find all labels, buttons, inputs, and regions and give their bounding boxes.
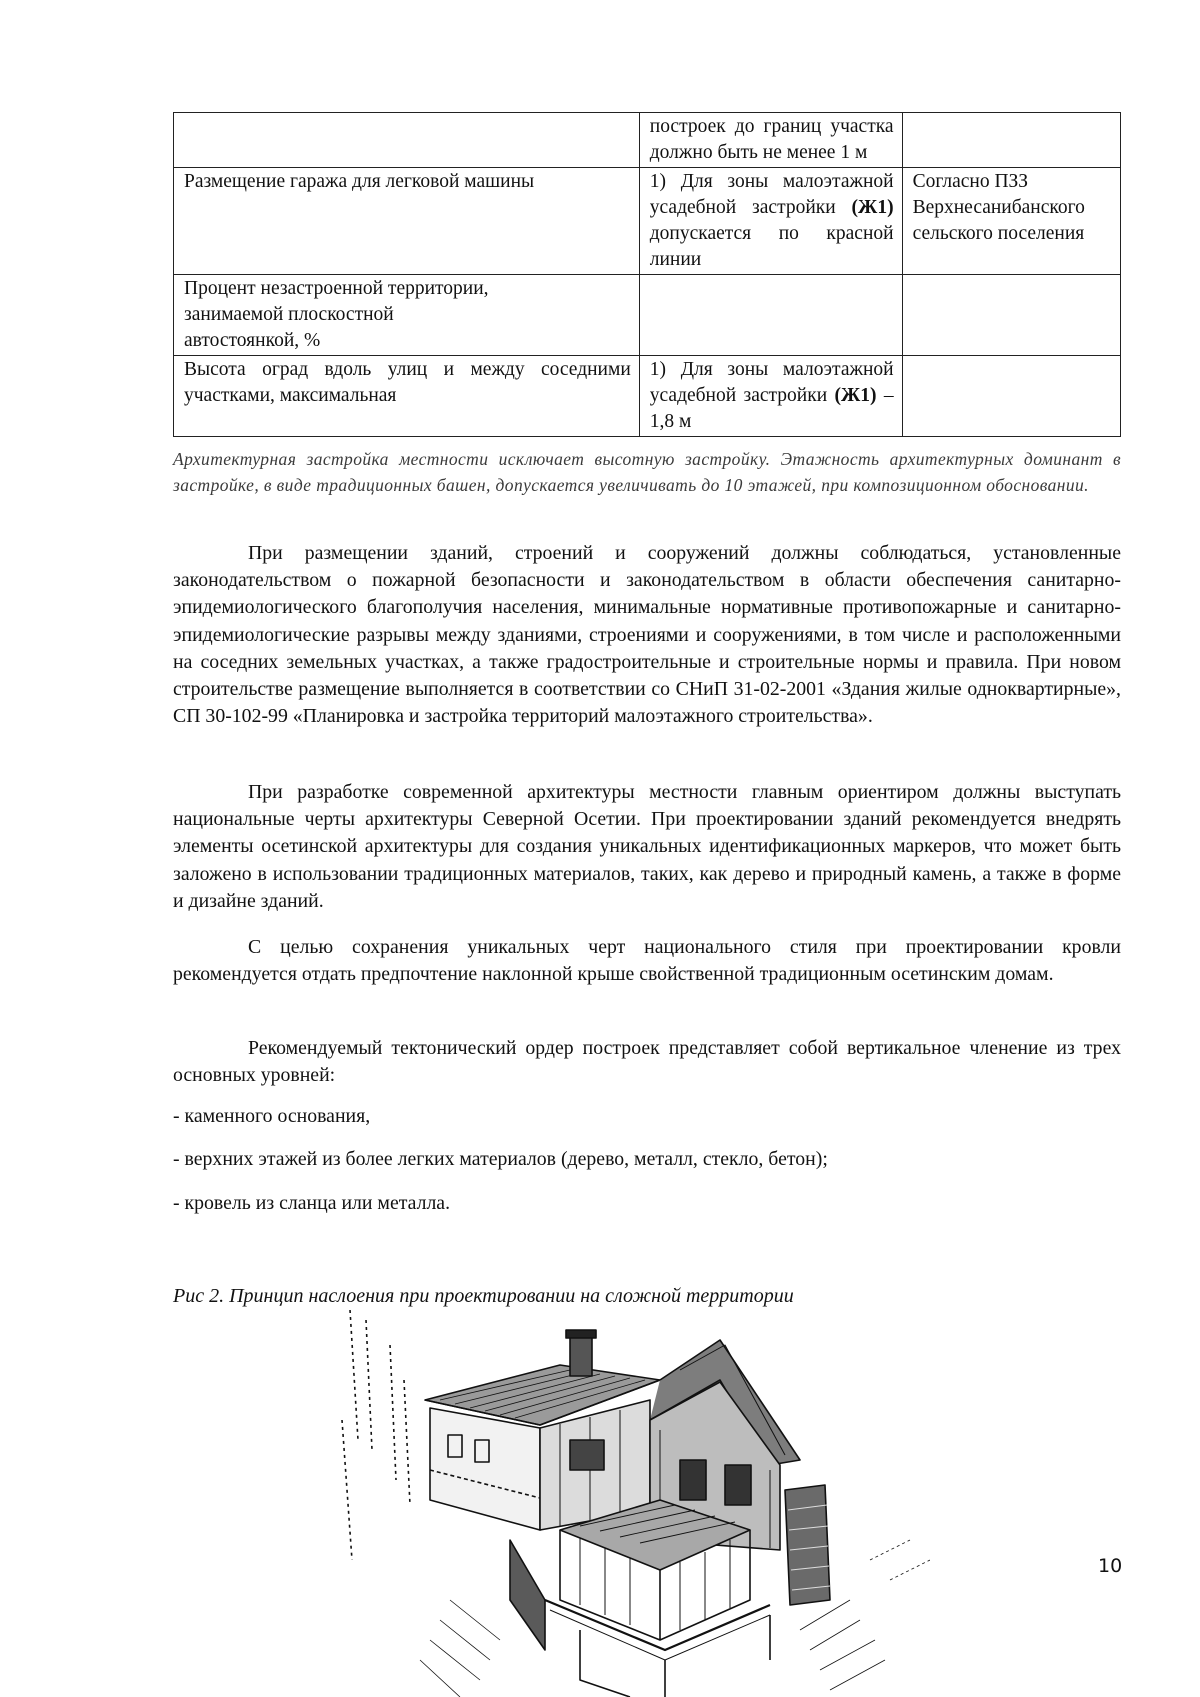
table-cell-requirement [639,275,902,356]
house-sketch-icon [330,1300,930,1697]
requirement-text: 1) Для зоны малоэтажной усадебной застройки [649,359,894,406]
table-cell-note [902,113,1120,168]
table-cell-requirement: построек до границ участка должно быть не менее 1 м [639,113,902,168]
list-item: - верхних этажей из более легких материалов (дерево, металл, стекло, бетон); [173,1148,828,1170]
table-cell-param: Высота оград вдоль улиц и между соседними участками, максимальная [174,356,640,437]
table-row [174,275,1121,356]
paragraph: С целью сохранения уникальных черт национального стиля при проектировании кровли рекомендуется отдать предпочтение наклонной крыше свойственной традиционным осетинским домам. [173,936,1121,986]
requirement-text: – 1,8 м [649,385,894,432]
table-cell-note: Согласно ПЗЗ Верхнесанибанского сельского поселения [902,168,1120,275]
table-cell-note [902,356,1120,437]
table-cell-param: Размещение гаража для легковой машины [174,168,640,275]
paragraph: Рекомендуемый тектонический ордер построек представляет собой вертикальное членение из трех основных уровней: [173,1037,1121,1087]
list-item: - каменного основания, [173,1105,371,1127]
requirement-text: 1) Для зоны малоэтажной усадебной застройки [649,171,894,218]
paragraph: При разработке современной архитектуры местности главным ориентиром должны выступать национальные черты архитектуры Северной Осетии. При проектировании зданий рекомендуется внедрять элементы осетинской архитектуры для создания уникальных идентификационных маркеров, что может быть заложено в использовании традиционных материалов, таких, как дерево и природный камень, а также в форме и дизайне зданий. [173,781,1121,912]
list-item: - кровель из сланца или металла. [173,1192,451,1214]
italic-note: Архитектурная застройка местности исключает высотную застройку. Этажность архитектурных доминант в застройке, в виде традиционных башен, допускается увеличивать до 10 этажей, при композиционном обосновании. [173,449,1121,495]
table-cell-param [174,113,640,168]
table-cell-requirement [639,168,902,275]
table-row [174,356,1121,437]
paragraph: При размещении зданий, строений и сооружений должны соблюдаться, установленные законодательством о пожарной безопасности и законодательством в области обеспечения санитарно-эпидемиологического благополучия населения, минимальные нормативные противопожарные и санитарно-эпидемиологические разрывы между зданиями, строениями и сооружениями, в том числе и расположенными на соседних земельных участках, а также градостроительные и строительные нормы и правила. При новом строительстве размещение выполняется в соответствии со СНиП 31-02-2001 «Здания жилые одноквартирные», СП 30-102-99 «Планировка и застройка территорий малоэтажного строительства». [173,542,1121,728]
table-row [174,168,1121,275]
zone-code: (Ж1) [834,385,877,406]
table-row [174,113,1121,168]
table-cell-requirement [639,356,902,437]
norms-table [173,112,1121,437]
page-number: 10 [1098,1555,1123,1577]
figure-caption: Рис 2. Принцип наслоения при проектировании на сложной территории [173,1285,794,1307]
zone-code: (Ж1) [851,197,894,218]
requirement-text: допускается по красной линии [649,223,894,270]
table-cell-note [902,275,1120,356]
table-cell-param: Процент незастроенной территории, занимаемой плоскостной автостоянкой, % [174,275,640,356]
